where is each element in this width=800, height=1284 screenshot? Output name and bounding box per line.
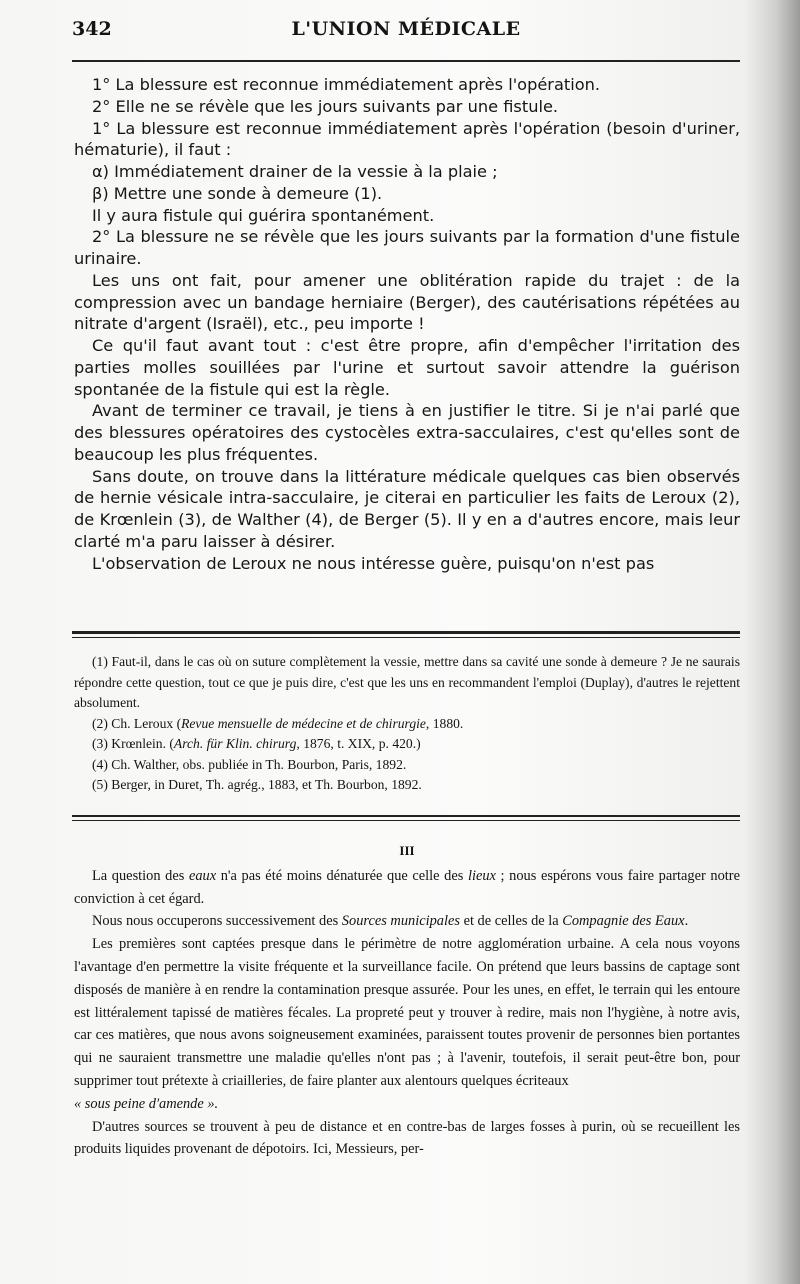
footnote-rule [72,631,740,634]
paragraph: Ce qu'il faut avant tout : c'est être propre, afin d'empêcher l'irritation des parties molles souillées par l'urine et surtout savoir attendre la guérison spontanée de la fistule qui est la règle. [74,336,740,399]
paragraph: Il y aura fistule qui guérira spontanément. [92,205,435,225]
paragraph: 1° La blessure est reconnue immédiatement après l'opération (besoin d'uriner, hématurie), il faut : [74,118,740,160]
paragraph: Les uns ont fait, pour amener une oblitération rapide du trajet : de la compression avec un bandage herniaire (Berger), des cautérisations répétées au nitrate d'argent (Israël), etc., peu importe ! [74,270,740,334]
header-rule [72,60,740,62]
main-text [74,74,740,574]
section-rule-thin [72,820,740,821]
footnote-rule-thin [72,637,740,638]
paragraph: β) Mettre une sonde à demeure (1). [92,183,383,203]
footnote: (4) Ch. Walther, obs. publiée in Th. Bourbon, Paris, 1892. [92,756,407,772]
paragraph: Avant de terminer ce travail, je tiens à en justifier le titre. Si je n'ai parlé que des blessures opératoires des cystocèles extra-sacculaires, c'est qu'elles sont de beaucoup les plus fréquentes. [74,401,740,464]
footnote: (3) Krœnlein. (Arch. für Klin. chirurg, 1876, t. XIX, p. 420.) [92,736,421,751]
paragraph: Les premières sont captées presque dans le périmètre de notre agglomération urbaine. A cela nous voyons l'avantage d'en permettre la visite fréquente et la surveillance facile. On prétend que leurs bassins de captage sont disposés de manière à en rendre la contamination presque assurée. Pour les unes, en effet, le terrain qui les entoure est littéralement tapissé de matières fécales. La propreté peut y trouver à redire, mais non l'hygiène, à notre avis, car ces matières, que nous avons soigneusement examinées, paraissent toutes provenir de personnes bien portantes qui ne sauraient transmettre une maladie qu'elles n'ont pas ; à l'avenir, toutefois, il serait peut-être bon, pour supprimer tout prétexte à criailleries, de faire planter aux alentours quelques écriteaux [74,936,740,1089]
footnote: (2) Ch. Leroux (Revue mensuelle de médecine et de chirurgie, 1880. [92,715,464,731]
paragraph: 1° La blessure est reconnue immédiatement après l'opération. [92,75,601,94]
section-title: III [399,843,415,858]
running-title: L'UNION MÉDICALE [291,18,521,40]
paragraph-end: « sous peine d'amende ». [74,1095,219,1112]
paragraph: La question des eaux n'a pas été moins dénaturée que celle des lieux ; nous espérons vous faire partager notre conviction à cet égard. [74,867,740,907]
paragraph: α) Immédiatement drainer de la vessie à la plaie ; [92,162,498,181]
page-number: 342 [72,18,112,40]
section-iii [74,840,740,1161]
paragraph: L'observation de Leroux ne nous intéresse guère, puisqu'on n'est pas [92,553,655,573]
paragraph: Sans doute, on trouve dans la littérature médicale quelques cas bien observés de hernie vésicale intra-sacculaire, je citerai en particulier les faits de Leroux (2), de Krœnlein (3), de Walther (4), de Berger (5). Il y en a d'autres encore, mais leur clarté m'a paru laisser à désirer. [74,466,740,551]
footnotes [74,652,740,796]
footnote: (1) Faut-il, dans le cas où on suture complètement la vessie, mettre dans sa cavité une sonde à demeure ? Je ne saurais répondre cette question, tout ce que je puis dire, c'est que les uns en recommandent l'emploi (Duplay), d'autres le rejettent absolument. [74,654,740,710]
paragraph: 2° Elle ne se révèle que les jours suivants par une fistule. [92,96,559,116]
page-header [72,18,740,48]
paragraph: D'autres sources se trouvent à peu de distance et en contre-bas de larges fosses à purin, où se recueillent les produits liquides provenant de dépotoirs. Ici, Messieurs, per- [74,1118,740,1158]
paragraph: Nous nous occuperons successivement des Sources municipales et de celles de la Compagnie des Eaux. [92,913,689,930]
paragraph: 2° La blessure ne se révèle que les jours suivants par la formation d'une fistule urinaire. [74,227,740,268]
footnote: (5) Berger, in Duret, Th. agrég., 1883, et Th. Bourbon, 1892. [92,777,422,792]
section-rule [72,815,740,817]
